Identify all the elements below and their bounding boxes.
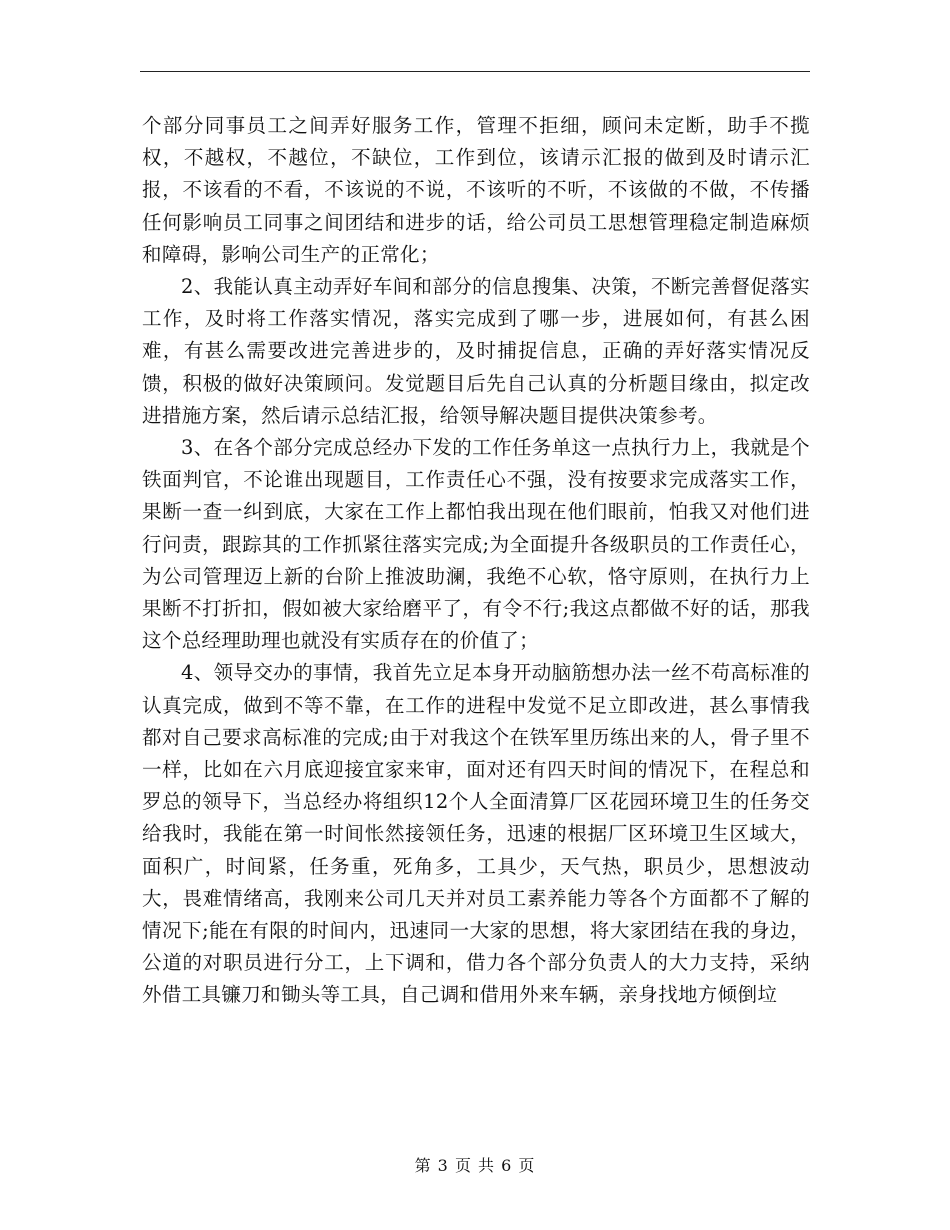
paragraph-2: 2、我能认真主动弄好车间和部分的信息搜集、决策，不断完善督促落实工作，及时将工作落实情况，落实完成到了哪一步，进展如何，有甚么困难，有甚么需要改进完善进步的，及时捕捉信息，正确的弄好落实情况反馈，积极的做好决策顾问。发觉题目后先自己认真的分析题目缘由，拟定改进措施方案，然后请示总结汇报，给领导解决题目提供决策参考。 [142,275,810,427]
document-body [142,110,810,1012]
page-footer: 第 3 页 共 6 页 [414,1156,536,1175]
header-rule [140,71,810,72]
paragraph-3: 3、在各个部分完成总经办下发的工作任务单这一点执行力上，我就是个铁面判官，不论谁出现题目，工作责任心不强，没有按要求完成落实工作，果断一查一纠到底，大家在工作上都怕我出现在他们眼前，怕我又对他们进行问责，跟踪其的工作抓紧往落实完成;为全面提升各级职员的工作责任心，为公司管理迈上新的台阶上推波助澜，我绝不心软，恪守原则，在执行力上果断不打折扣，假如被大家给磨平了，有令不行;我这点都做不好的话，那我这个总经理助理也就没有实质存在的价值了； [142,436,810,653]
paragraph-4: 4、领导交办的事情，我首先立足本身开动脑筋想办法一丝不苟高标准的认真完成，做到不等不靠，在工作的进程中发觉不足立即改进，甚么事情我都对自己要求高标准的完成;由于对我这个在铁军里历练出来的人，骨子里不一样，比如在六月底迎接宜家来审，面对还有四天时间的情况下，在程总和罗总的领导下，当总经办将组织12个人全面清算厂区花园环境卫生的任务交给我时，我能在第一时间怅然接领任务，迅速的根据厂区环境卫生区域大，面积广，时间紧，任务重，死角多，工具少，天气热，职员少，思想波动大，畏难情绪高，我刚来公司几天并对员工素养能力等各个方面都不了解的情况下;能在有限的时间内，迅速同一大家的思想，将大家团结在我的身边，公道的对职员进行分工，上下调和，借力各个部分负责人的大力支持，采纳外借工具镰刀和锄头等工具，自己调和借用外来车辆，亲身找地方倾倒垃 [142,661,810,1007]
paragraph-1: 个部分同事员工之间弄好服务工作，管理不拒细，顾问未定断，助手不揽权，不越权，不越位，不缺位，工作到位，该请示汇报的做到及时请示汇报，不该看的不看，不该说的不说，不该听的不听，不该做的不做，不传播任何影响员工同事之间团结和进步的话，给公司员工思想管理稳定制造麻烦和障碍，影响公司生产的正常化； [142,114,810,266]
